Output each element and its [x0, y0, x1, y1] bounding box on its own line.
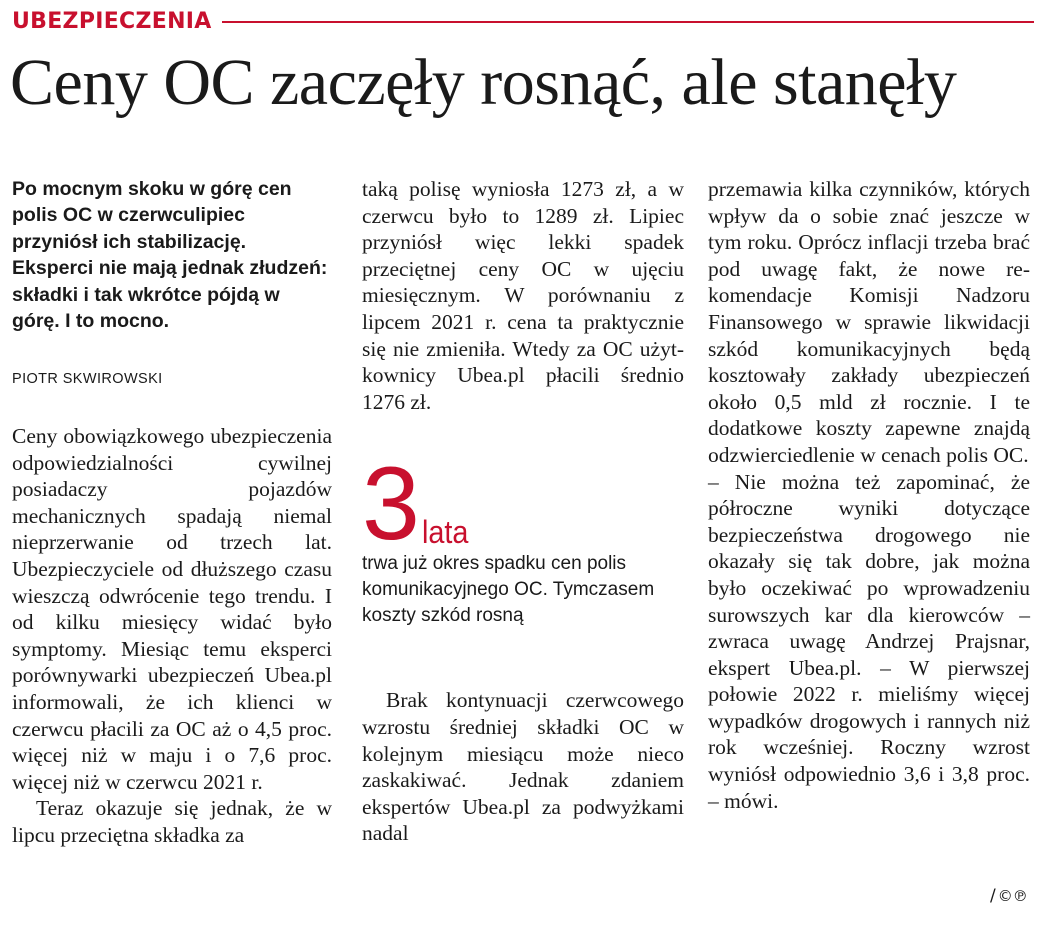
body-paragraph: Teraz okazuje się jednak, że w lipcu przeciętna składka za	[12, 796, 332, 847]
signature-mark: ©℗	[997, 887, 1028, 905]
section-header	[12, 6, 1034, 36]
stat-callout	[362, 445, 684, 562]
stat-description: trwa już okres spadku cen polis komunikacyjnego OC. Tymczasem koszty szkód rosną	[362, 553, 655, 627]
article-author: PIOTR SKWIROWSKI	[12, 371, 163, 388]
copyright-signature	[990, 886, 1028, 906]
column-3	[708, 176, 1030, 814]
body-paragraph: Ceny obowiązkowego ubezpieczenia odpowiedzialności cywilnej posiadaczy pojazdów mechanicznych spadają niemal nieprzerwanie od trzech lat. Ubezpieczyciele od dłuższego czasu wieszczą odwrócenie tego trendu. I od kilku miesięcy widać było symptomy. Miesiąc temu eksperci porównywarki ubezpieczeń Ubea.pl informowali, że ich klienci w czerwcu płacili za OC aż o 4,5 proc. więcej niż w maju i o 7,6 proc. więcej niż w czerwcu 2021 r.	[12, 424, 332, 794]
column-1	[12, 176, 332, 849]
signature-slash: /	[990, 886, 996, 906]
stat-unit: lata	[421, 513, 469, 550]
section-label: UBEZPIECZENIA	[12, 8, 212, 34]
article-lead: Po mocnym skoku w górę cen polis OC w czerwculipiec przyniósł ich stabilizację. Eksperci nie mają jednak złudzeń: składki i tak wkrótce pójdą w górę. I to mocno.	[12, 178, 328, 333]
stat-number: 3	[362, 445, 416, 562]
body-paragraph: Brak kontynuacji czerwcowego wzrostu średniej składki OC w kolejnym miesiącu może nieco zaskakiwać. Jednak zdaniem ekspertów Ubea.pl za podwyżkami nadal	[362, 688, 684, 846]
column-2	[362, 176, 684, 847]
section-rule	[222, 21, 1034, 23]
article-headline: Ceny OC zaczęły rosnąć, ale stanęły	[10, 46, 957, 119]
body-paragraph: – Nie można też zapominać, że półroczne wyniki dotyczące bezpieczeństwa drogowego nie okazały się tak dobre, jak można było oczekiwać po wprowadzeniu surowszych kar dla kierowców – zwraca uwagę Andrzej Prajsnar, ekspert Ubea.pl. – W pierwszej połowie 2022 r. mieliśmy więcej wypadków drogowych i rannych niż rok wcześniej. Roczny wzrost wyniósł odpowiednio 3,6 i 3,8 proc. – mówi.	[708, 469, 1030, 813]
body-paragraph: taką polisę wyniosła 1273 zł, a w czerwcu było to 1289 zł. Lipiec przyniósł więc lekki spadek przeciętnej ceny OC w ujęciu miesięcznym. W porównaniu z lipcem 2021 r. cena ta praktycznie się nie zmieniła. Wtedy za OC użytkownicy Ubea.pl płacili średnio 1276 zł.	[362, 177, 684, 414]
body-paragraph: przemawia kilka czynników, których wpływ da o sobie znać jeszcze w tym roku. Oprócz inflacji trzeba brać pod uwagę fakt, że nowe rekomendacje Komisji Nadzoru Finansowego w sprawie likwidacji szkód komunikacyjnych będą kosztowały zakłady ubezpieczeń około 0,5 mld zł rocznie. I te dodatkowe koszty zapewne znajdą odzwierciedlenie w cenach polis OC.	[708, 177, 1030, 467]
